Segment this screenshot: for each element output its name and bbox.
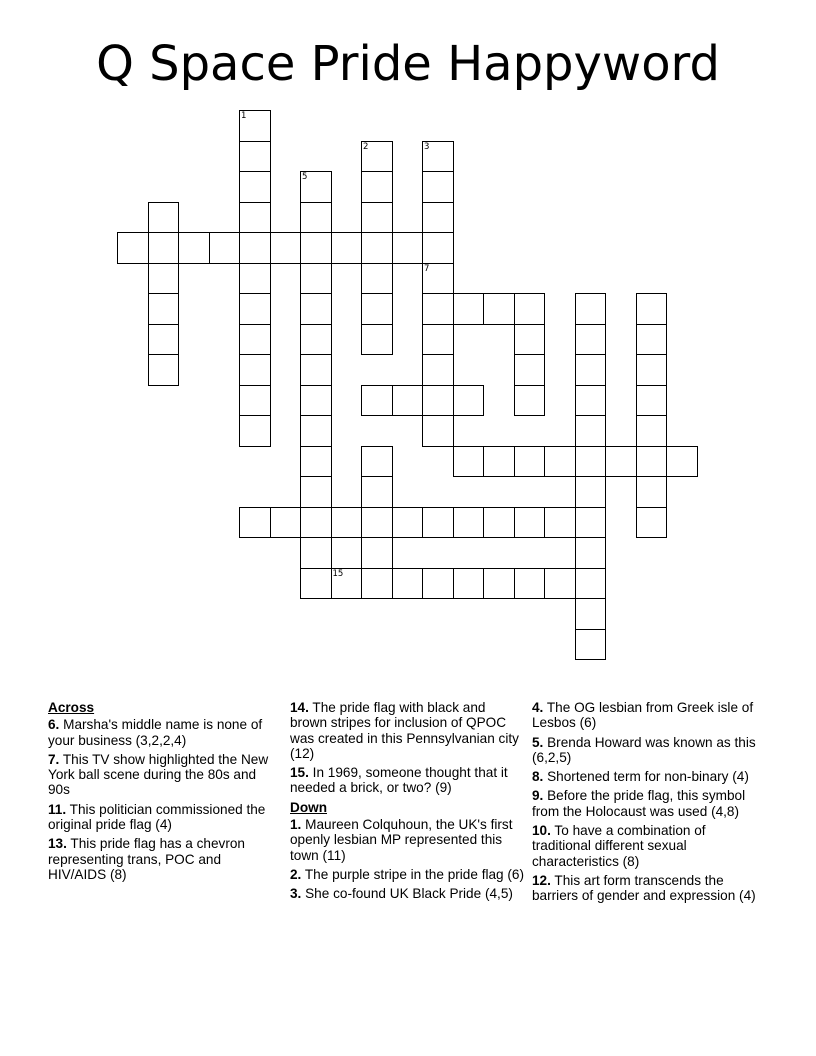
grid-cell[interactable] [209,232,241,264]
clue-text: The purple stripe in the pride flag (6) [301,866,525,882]
grid-cell[interactable] [148,232,180,264]
grid-cell[interactable] [483,507,515,539]
grid-cell[interactable] [361,537,393,569]
grid-cell[interactable] [331,507,363,539]
grid-cell[interactable] [239,385,271,417]
clue-number: 3 [424,141,430,152]
grid-cell[interactable] [361,568,393,600]
clues-column-1 [48,700,280,886]
clue-text: In 1969, someone thought that it needed a brick, or two? (9) [290,765,508,796]
grid-cell[interactable] [636,446,668,478]
grid-cell[interactable] [361,446,393,478]
clue-number: 2 [363,141,369,152]
grid-cell[interactable] [392,232,424,264]
grid-cell[interactable] [575,415,607,447]
clue-number-label: 7. [48,751,60,767]
down-clue [532,769,768,784]
down-heading: Down [290,799,327,815]
clue-number-label: 2. [290,866,302,882]
clue-number-label: 6. [48,717,60,733]
grid-cell[interactable] [148,293,180,325]
grid-cell[interactable] [422,324,454,356]
grid-cell[interactable] [392,507,424,539]
grid-cell[interactable] [514,385,546,417]
grid-cell[interactable] [239,110,271,142]
down-clue [532,788,768,819]
grid-cell[interactable] [361,293,393,325]
clue-number-label: 14. [290,700,309,715]
down-clue-list [290,817,526,901]
grid-cell[interactable] [239,232,271,264]
clue-number-label: 1. [290,817,302,833]
down-clue-list-continued [532,700,768,904]
grid-cell[interactable] [514,507,546,539]
grid-cell[interactable] [575,598,607,630]
grid-cell[interactable] [300,385,332,417]
grid-cell[interactable] [483,293,515,325]
clue-text: To have a combination of traditional different sexual characteristics (8) [532,823,706,869]
down-clue [532,735,768,766]
across-clue [48,752,280,798]
grid-cell[interactable] [361,324,393,356]
grid-cell[interactable] [270,232,302,264]
grid-cell[interactable] [544,568,576,600]
grid-cell[interactable] [239,354,271,386]
clue-number-label: 9. [532,788,544,804]
clue-number-label: 5. [532,734,544,750]
clue-number: 1 [241,111,247,121]
grid-cell[interactable] [239,202,271,234]
clue-text: Before the pride flag, this symbol from the Holocaust was used (4,8) [532,788,746,819]
clue-number-label: 12. [532,872,551,888]
grid-cell[interactable] [239,263,271,295]
clue-text: Maureen Colquhoun, the UK's first openly lesbian MP represented this town (11) [290,817,513,863]
clue-number-label: 4. [532,700,544,715]
grid-cell[interactable] [453,385,485,417]
clues-column-3 [532,700,768,908]
clue-number-label: 15. [290,765,309,781]
grid-cell[interactable] [331,568,363,600]
grid-cell[interactable] [148,263,180,295]
clue-text: She co-found UK Black Pride (4,5) [301,886,513,902]
grid-cell[interactable] [300,354,332,386]
grid-cell[interactable] [361,232,393,264]
grid-cell[interactable] [636,385,668,417]
grid-cell[interactable] [453,568,485,600]
clue-text: This pride flag has a chevron representing trans, POC and HIV/AIDS (8) [48,836,245,882]
grid-cell[interactable] [605,446,637,478]
grid-cell[interactable] [575,507,607,539]
grid-cell[interactable] [422,354,454,386]
clue-text: This politician commissioned the original pride flag (4) [48,801,266,833]
grid-cell[interactable] [117,232,149,264]
grid-cell[interactable] [575,446,607,478]
clue-number-label: 13. [48,836,67,852]
grid-cell[interactable] [361,141,393,173]
grid-cell[interactable] [514,354,546,386]
grid-cell[interactable] [361,385,393,417]
grid-cell[interactable] [422,232,454,264]
grid-cell[interactable] [148,202,180,234]
clue-number: 5 [302,172,308,182]
clues-column-2 [290,700,526,906]
clue-text: Brenda Howard was known as this (6,2,5) [532,734,756,765]
grid-cell[interactable] [575,629,607,661]
grid-cell[interactable] [636,507,668,539]
grid-cell[interactable] [483,446,515,478]
grid-cell[interactable] [239,507,271,539]
across-clue [290,700,526,761]
grid-cell[interactable] [300,507,332,539]
clue-number-label: 3. [290,886,302,902]
grid-cell[interactable] [422,202,454,234]
across-clue [48,802,280,833]
across-clue [290,765,526,796]
grid-cell[interactable] [636,354,668,386]
clue-text: Shortened term for non-binary (4) [543,769,749,785]
grid-cell[interactable] [300,171,332,203]
grid-cell[interactable] [392,385,424,417]
clue-number-label: 11. [48,801,67,817]
grid-cell[interactable] [239,141,271,173]
grid-cell[interactable] [422,141,454,173]
grid-cell[interactable] [453,446,485,478]
grid-cell[interactable] [361,263,393,295]
grid-cell[interactable] [575,476,607,508]
across-clue-list-continued [290,700,526,796]
grid-cell[interactable] [239,415,271,447]
clue-number-label: 10. [532,823,551,839]
grid-cell[interactable] [575,354,607,386]
grid-cell[interactable] [300,415,332,447]
grid-cell[interactable] [575,537,607,569]
grid-cell[interactable] [575,293,607,325]
grid-cell[interactable] [636,293,668,325]
grid-cell[interactable] [361,171,393,203]
across-heading: Across [48,700,95,715]
grid-cell[interactable] [422,263,454,295]
grid-cell[interactable] [392,568,424,600]
grid-cell[interactable] [300,568,332,600]
grid-cell[interactable] [453,293,485,325]
grid-cell[interactable] [239,171,271,203]
grid-cell[interactable] [361,476,393,508]
down-clue [290,817,526,863]
grid-cell[interactable] [514,446,546,478]
across-clue-list [48,717,280,882]
grid-cell[interactable] [544,446,576,478]
grid-cell[interactable] [575,324,607,356]
across-clue [48,836,280,882]
down-clue [532,873,768,904]
down-clue [290,867,526,882]
grid-cell[interactable] [422,171,454,203]
clue-text: This TV show highlighted the New York ball scene during the 80s and 90s [48,751,269,798]
across-clue [48,717,280,748]
grid-cell[interactable] [514,568,546,600]
grid-cell[interactable] [636,476,668,508]
grid-cell[interactable] [148,324,180,356]
puzzle-title: Q Space Pride Happyword [96,36,720,92]
grid-cell[interactable] [422,568,454,600]
down-clue [532,700,768,731]
grid-cell[interactable] [422,415,454,447]
grid-cell[interactable] [575,385,607,417]
grid-cell[interactable] [422,385,454,417]
grid-cell[interactable] [300,263,332,295]
down-clue [290,886,526,901]
grid-cell[interactable] [453,507,485,539]
grid-cell[interactable] [636,415,668,447]
grid-cell[interactable] [514,324,546,356]
grid-cell[interactable] [270,507,302,539]
grid-cell[interactable] [178,232,210,264]
grid-cell[interactable] [300,537,332,569]
clue-number: 7 [424,263,430,274]
grid-cell[interactable] [361,202,393,234]
grid-cell[interactable] [300,232,332,264]
grid-cell[interactable] [514,293,546,325]
down-clue [532,823,768,869]
grid-cell[interactable] [483,568,515,600]
grid-cell[interactable] [239,293,271,325]
grid-cell[interactable] [300,293,332,325]
grid-cell[interactable] [575,568,607,600]
grid-cell[interactable] [239,324,271,356]
grid-cell[interactable] [544,507,576,539]
grid-cell[interactable] [300,446,332,478]
clue-number: 15 [332,568,344,579]
clue-text: Marsha's middle name is none of your business (3,2,2,4) [48,717,263,748]
clue-number-label: 8. [532,769,544,785]
grid-cell[interactable] [422,293,454,325]
grid-cell[interactable] [422,507,454,539]
clue-text: The pride flag with black and brown stripes for inclusion of QPOC was created in this Pennsylvanian city (12) [290,700,519,761]
grid-cell[interactable] [148,354,180,386]
grid-cell[interactable] [666,446,698,478]
grid-cell[interactable] [331,232,363,264]
clue-text: The OG lesbian from Greek isle of Lesbos (6) [532,700,754,731]
grid-cell[interactable] [300,324,332,356]
grid-cell[interactable] [636,324,668,356]
clue-text: This art form transcends the barriers of gender and expression (4) [532,872,756,904]
grid-cell[interactable] [300,476,332,508]
grid-cell[interactable] [300,202,332,234]
